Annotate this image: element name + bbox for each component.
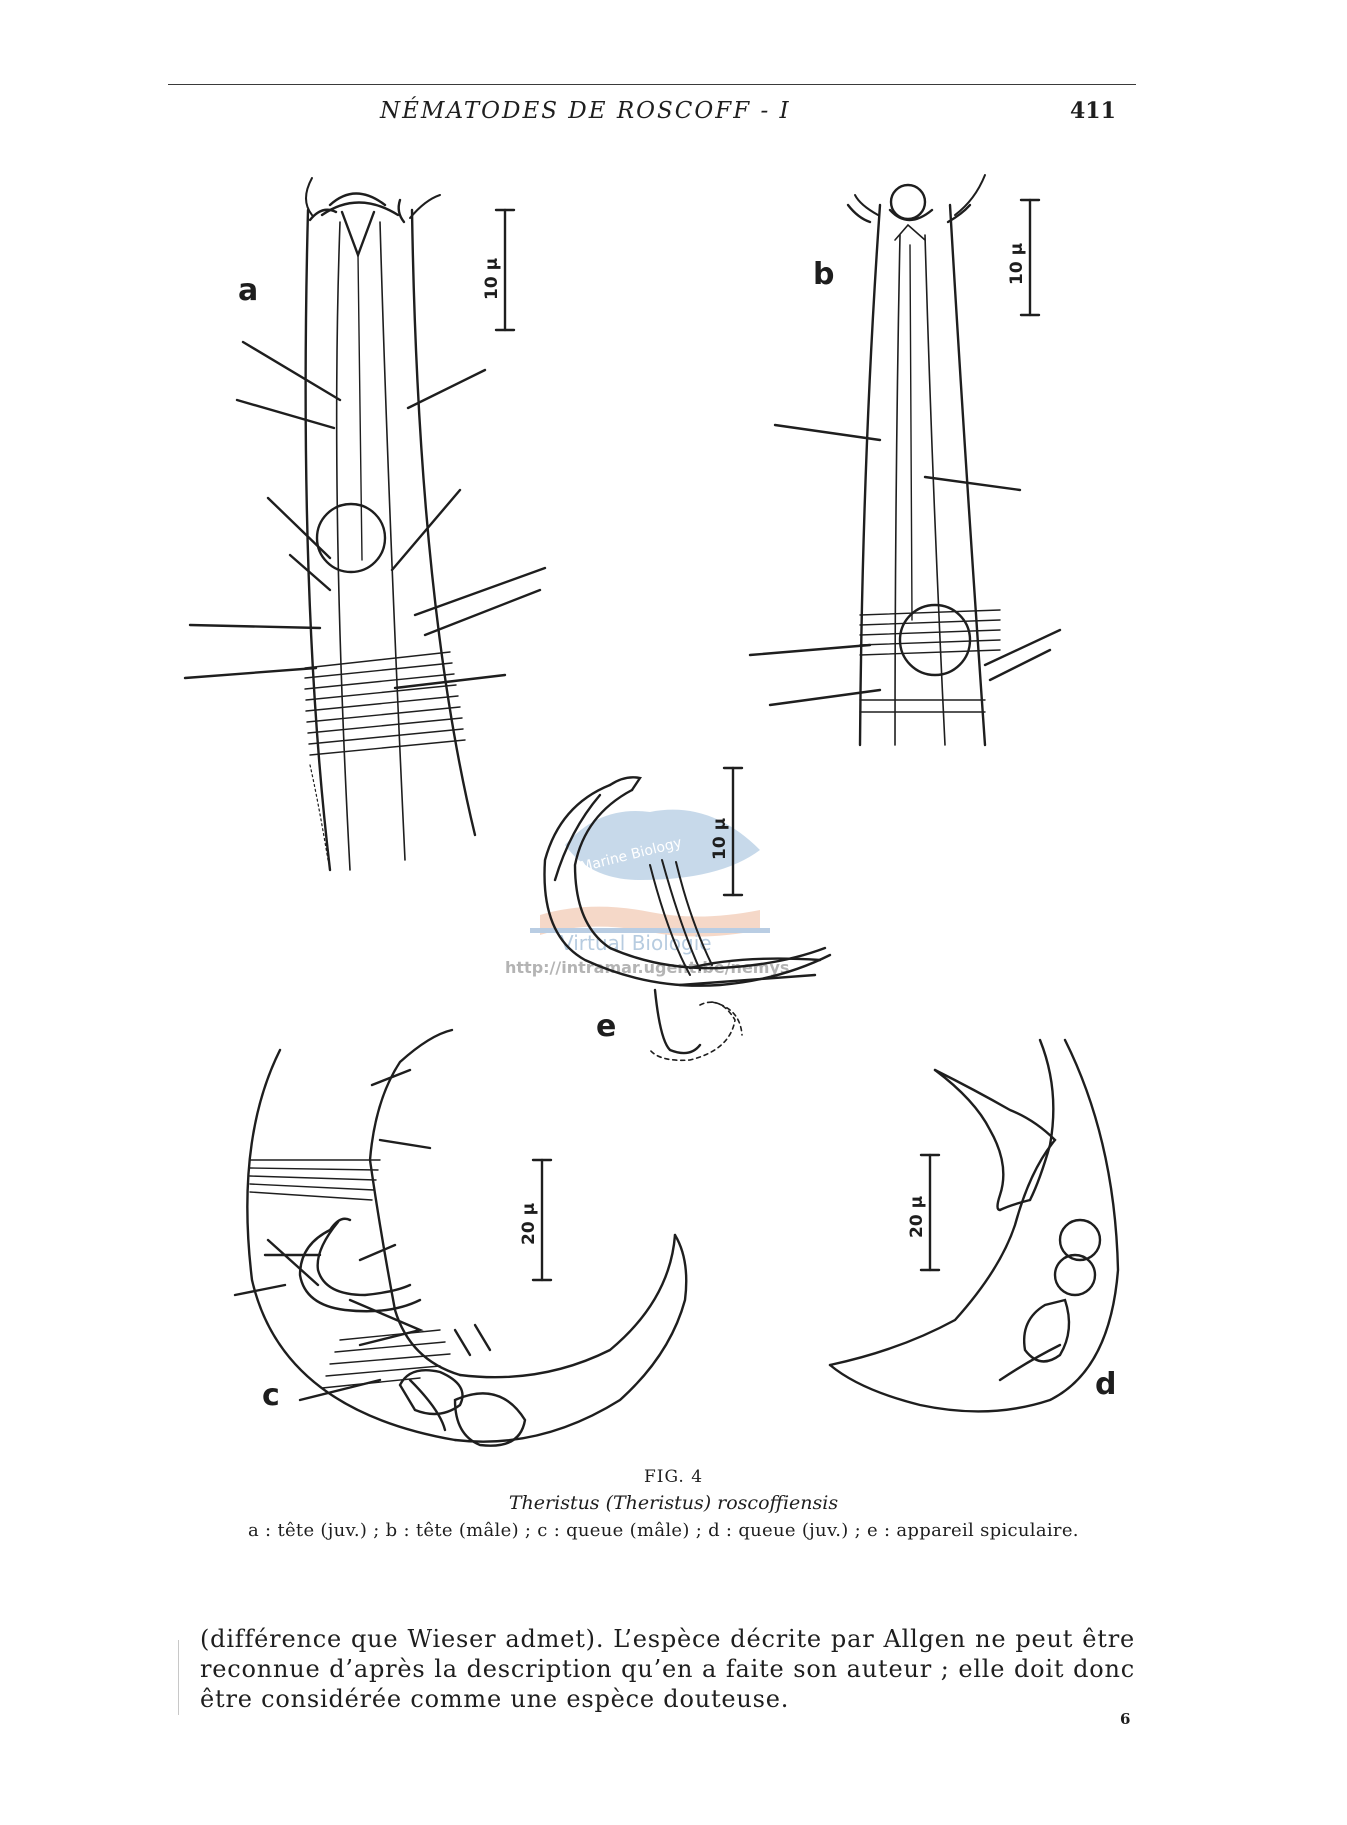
scale-label-d: 20 µ [907,1195,927,1238]
figure-caption: a : tête (juv.) ; b : tête (mâle) ; c : queue (mâle) ; d : queue (juv.) ; e : appareil spiculaire. [248,1520,1079,1541]
watermark [505,810,789,977]
figure-number: FIG. 4 [643,1467,704,1487]
page-number: 411 [1070,98,1116,124]
panel-label-a: a [238,273,259,308]
watermark-line-2: Virtual Biologie [560,931,712,955]
figure-species-title: Theristus (Theristus) roscoffiensis [508,1492,839,1514]
panel-label-d: d [1095,1367,1117,1402]
watermark-line-1: Marine Biology [578,834,684,876]
watermark-url: http://intramar.ugent.be/nemys [505,958,790,977]
figure-panel-a [185,178,545,870]
scan-edge-mark [178,1640,179,1715]
panel-label-b: b [813,257,835,292]
figure-panel-b [750,175,1060,745]
body-paragraph: (différence que Wieser admet). L’espèce décrite par Allgen ne peut être reconnue d’après la description qu’en a faite son auteur ; elle doit donc être considérée comme une espèce douteuse. [200,1625,1135,1713]
scale-label-c: 20 µ [519,1202,539,1245]
scale-label-e: 10 µ [710,817,730,860]
panel-label-c: c [262,1378,280,1413]
scale-label-b: 10 µ [1007,242,1027,285]
scale-label-a: 10 µ [482,257,502,300]
figure-panel-c [235,1030,686,1446]
figure-panel-d [830,1040,1118,1411]
running-head: NÉMATODES DE ROSCOFF - I [380,98,791,124]
panel-label-e: e [596,1009,617,1044]
signature-mark: 6 [1120,1710,1131,1728]
